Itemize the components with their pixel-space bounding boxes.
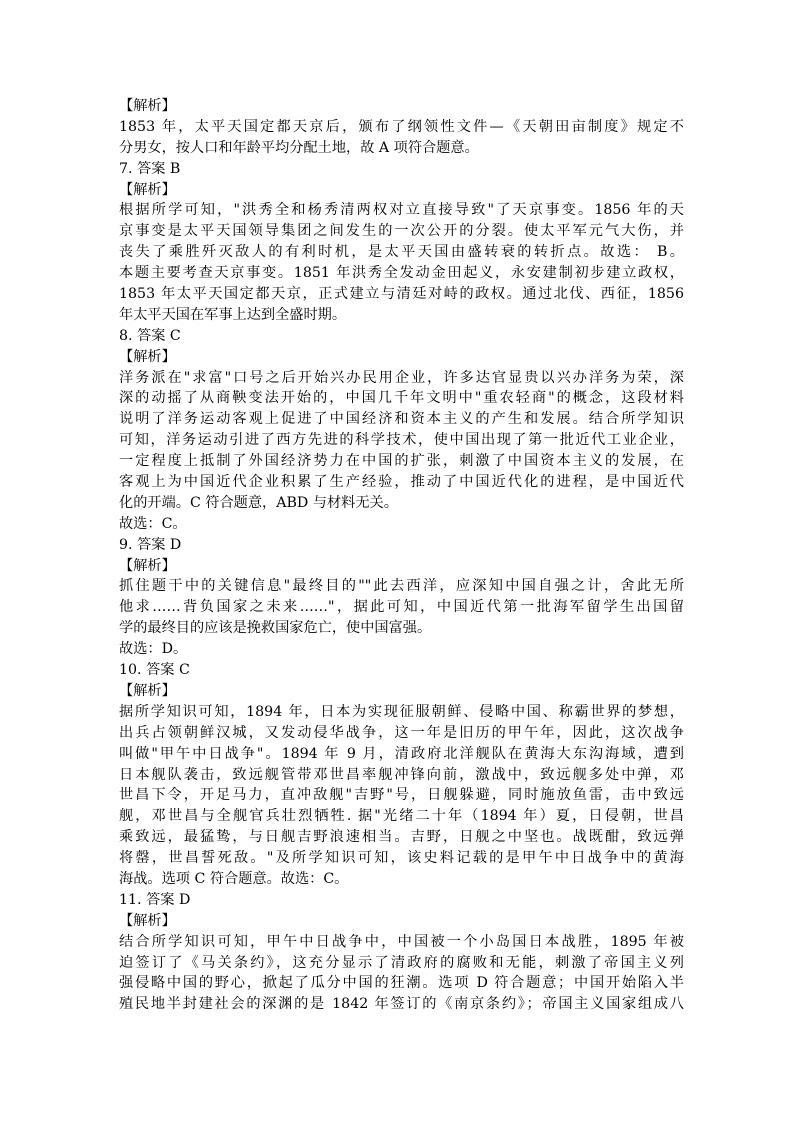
paragraph-line: 年太平天国在军事上达到全盛时期。 (119, 306, 347, 323)
paragraph-line: 故选：D。 (119, 641, 188, 658)
section-heading-analysis: 【解析】 (119, 912, 176, 929)
paragraph-line: 抓住题干中的关键信息"最终目的""此去西洋，应深知中国自强之计，舍此无所 (119, 578, 684, 595)
section-heading-analysis: 【解析】 (119, 557, 176, 574)
paragraph-line: 他求……背负国家之未来……"，据此可知，中国近代第一批海军留学生出国留 (119, 599, 684, 616)
paragraph-line: 强侵略中国的野心，掀起了瓜分中国的狂潮。选项 D 符合题意；中国开始陷入半 (119, 975, 684, 992)
paragraph-line: 舰，邓世昌与全舰官兵壮烈牺牲. 据"光绪二十年（1894 年）夏，日侵朝，世昌 (119, 808, 684, 825)
paragraph-line: 殖民地半封建社会的深渊的是 1842 年签订的《南京条约》；帝国主义国家组成八 (119, 996, 684, 1013)
paragraph-line: 客观上为中国近代企业积累了生产经验，推动了中国近代化的进程，是中国近代 (119, 474, 684, 491)
section-heading-analysis: 【解析】 (119, 348, 176, 365)
paragraph-line: 一定程度上抵制了外国经济势力在中国的扩张，刺激了中国资本主义的发展，在 (119, 453, 684, 470)
paragraph-line: 洋务派在"求富"口号之后开始兴办民用企业，许多达官显贵以兴办洋务为荣，深 (119, 369, 684, 386)
answer-heading-10: 10. 答案 C (119, 662, 190, 679)
section-heading-analysis: 【解析】 (119, 98, 176, 114)
paragraph-line: 海战。选项 C 符合题意。故选：C。 (119, 870, 349, 887)
paragraph-line: 1853 年，太平天国定都天京后，颁布了纲领性文件—《天朝田亩制度》规定不 (119, 118, 684, 135)
paragraph-line: 本题主要考查天京事变。1851 年洪秀全发动金田起义，永安建制初步建立政权， (119, 265, 684, 282)
paragraph-line: 叫做"甲午中日战争"。1894 年 9 月，清政府北洋舰队在黄海大东沟海域，遭到 (119, 745, 684, 762)
paragraph-line: 分男女，按人口和年龄平均分配土地，故 A 项符合题意。 (119, 139, 479, 156)
section-heading-analysis: 【解析】 (119, 181, 176, 198)
paragraph-line: 京事变是太平天国领导集团之间发生的一次公开的分裂。使太平军元气大伤，并 (119, 223, 684, 240)
paragraph-line: 日本舰队袭击，致远舰管带邓世昌率舰冲锋向前，激战中，致远舰多处中弹，邓 (119, 766, 684, 783)
paragraph-line: 世昌下令，开足马力，直冲敌舰"吉野"号，日舰躲避，同时施放鱼雷，击中致远 (119, 787, 684, 804)
section-heading-analysis: 【解析】 (119, 682, 176, 699)
paragraph-line: 丧失了乘胜歼灭敌人的有利时机，是太平天国由盛转衰的转折点。故选： B。 (119, 244, 684, 261)
answer-heading-8: 8. 答案 C (119, 327, 181, 344)
paragraph-line: 结合所学知识可知，甲午中日战争中，中国被一个小岛国日本战胜，1895 年被 (119, 933, 684, 950)
paragraph-line: 说明了洋务运动客观上促进了中国经济和资本主义的产生和发展。结合所学知识 (119, 411, 684, 428)
paragraph-line: 可知，洋务运动引进了西方先进的科学技术，使中国出现了第一批近代工业企业， (119, 432, 684, 449)
paragraph-line: 化的开端。C 符合题意，ABD 与材料无关。 (119, 494, 398, 511)
paragraph-line: 1853 年太平天国定都天京，正式建立与清廷对峙的政权。通过北伐、西征，1856 (119, 286, 684, 303)
paragraph-line: 故选：C。 (119, 515, 187, 532)
paragraph-line: 据所学知识可知，1894 年，日本为实现征服朝鲜、侵略中国、称霸世界的梦想， (119, 703, 684, 720)
paragraph-line: 迫签订了《马关条约》，这充分显示了清政府的腐败和无能，刺激了帝国主义列 (119, 954, 684, 971)
answer-analysis-document (119, 96, 684, 1015)
paragraph-line: 乘致远，最猛鸷，与日舰吉野浪速相当。吉野，日舰之中坚也。战既酣，致远弹 (119, 829, 684, 846)
paragraph-line: 根据所学可知，"洪秀全和杨秀清两权对立直接导致"了天京事变。1856 年的天 (119, 202, 684, 219)
paragraph-line: 将罄，世昌誓死敌。"及所学知识可知，该史料记载的是甲午中日战争中的黄海 (119, 850, 684, 867)
answer-heading-9: 9. 答案 D (119, 536, 182, 553)
paragraph-line: 深的动摇了从商鞅变法开始的，中国几千年文明中"重农轻商"的概念，这段材料 (119, 390, 684, 407)
answer-heading-7: 7. 答案 B (119, 160, 181, 177)
answer-heading-11: 11. 答案 D (119, 891, 191, 908)
paragraph-line: 出兵占领朝鲜汉城，又发动侵华战争，这一年是旧历的甲午年，因此，这次战争 (119, 724, 684, 741)
paragraph-line: 学的最终目的应该是挽救国家危亡，使中国富强。 (119, 620, 432, 637)
